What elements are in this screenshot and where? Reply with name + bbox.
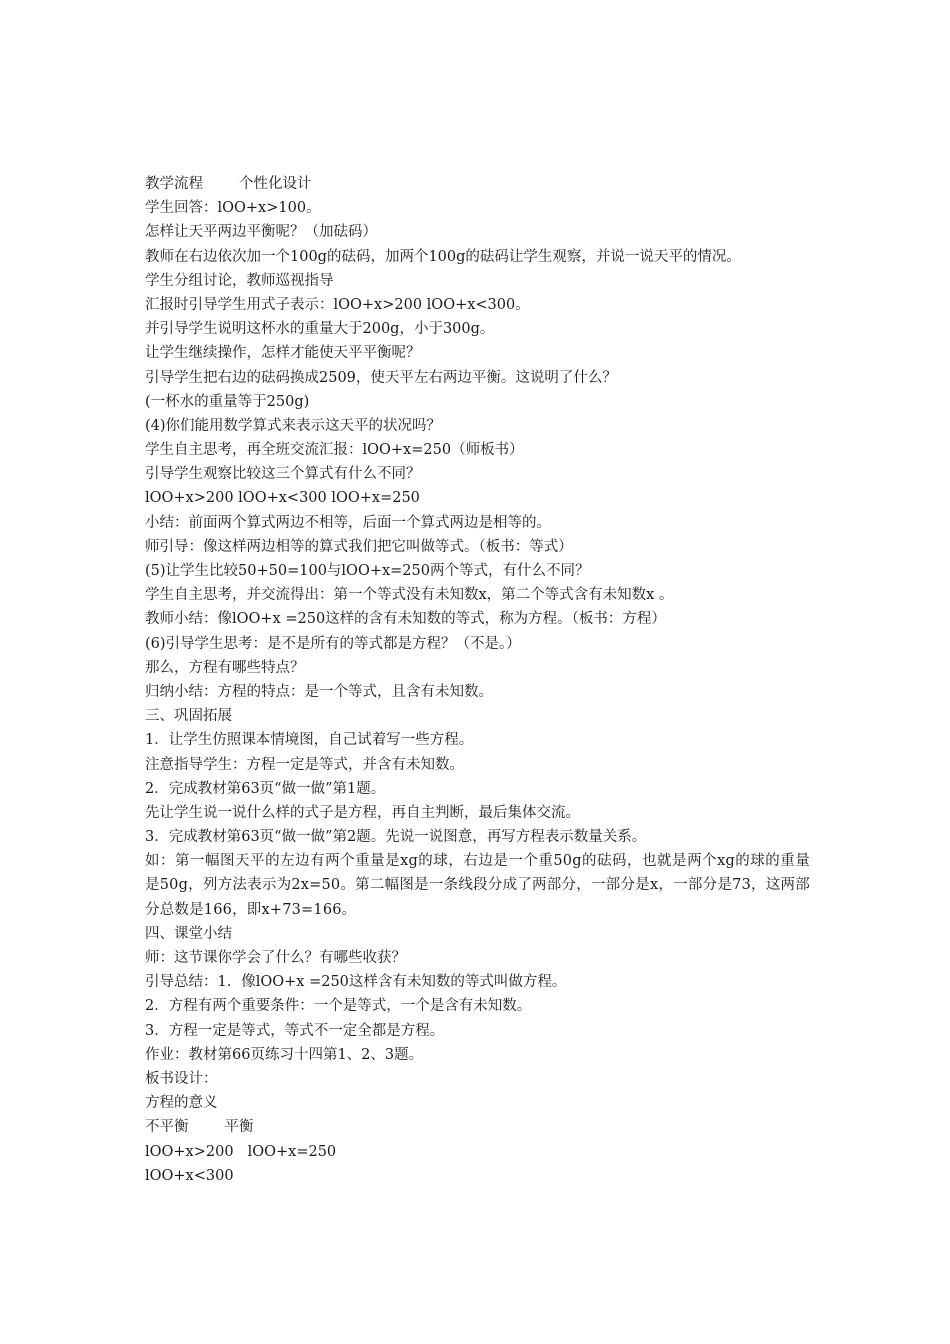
board-row: [145, 1140, 810, 1164]
text-line: 1．让学生仿照课本情境图，自己试着写一些方程。: [145, 732, 474, 749]
text-line: 3．完成教材第63页“做一做”第2题。先说一说图意，再写方程表示数量关系。: [145, 829, 647, 846]
text-line: 引导学生把右边的砝码换成2509，使天平左右两边平衡。这说明了什么？: [145, 369, 617, 386]
equation-line: lOO+x>200 lOO+x<300 lOO+x=250: [145, 490, 420, 507]
section-heading: 三、巩固拓展: [145, 708, 232, 725]
text-line: (5)让学生比较50+50=100与lOO+x=250两个等式，有什么不同？: [145, 563, 590, 579]
text-line: 2．方程有两个重要条件：一个是等式，一个是含有未知数。: [145, 998, 532, 1015]
text-line: 学生回答：lOO+x>100。: [145, 200, 321, 217]
text-line: 并引导学生说明这杯水的重量大于200g，小于300g。: [145, 321, 495, 338]
board-equation: lOO+x>200: [145, 1143, 234, 1160]
text-line: 方程的意义: [145, 1095, 218, 1112]
text-line: 学生自主思考，再全班交流汇报：lOO+x=250（师板书）: [145, 442, 524, 459]
text-line: (一杯水的重量等于250g): [145, 393, 310, 410]
text-line: 教师在右边依次加一个100g的砝码，加两个100g的砝码让学生观察，并说一说天平的情况。: [145, 248, 741, 265]
board-row: [145, 1164, 810, 1188]
text-line: 教师小结：像lOO+x =250这样的含有未知数的等式，称为方程。（板书：方程）: [145, 611, 666, 628]
text-line: 3．方程一定是等式，等式不一定全都是方程。: [145, 1022, 445, 1039]
document-page: [145, 172, 810, 1188]
text-line: 先让学生说一说什么样的式子是方程，再自主判断，最后集体交流。: [145, 804, 580, 821]
text-line: 2．完成教材第63页“做一做”第1题。: [145, 780, 386, 797]
text-line: 师引导：像这样两边相等的算式我们把它叫做等式。（板书：等式）: [145, 538, 573, 555]
text-line: 师：这节课你学会了什么？有哪些收获？: [145, 950, 406, 967]
header-col-flow: 教学流程: [145, 176, 203, 192]
text-line: 小结：前面两个算式两边不相等，后面一个算式两边是相等的。: [145, 514, 551, 531]
text-line: 板书设计：: [145, 1070, 218, 1087]
text-line: 让学生继续操作，怎样才能使天平平衡呢？: [145, 345, 421, 362]
text-line: 作业：教材第66页练习十四第1、2、3题。: [145, 1046, 424, 1063]
board-equation: lOO+x=250: [247, 1143, 337, 1160]
board-header: [145, 1115, 810, 1139]
board-col-unbalanced: 不平衡: [145, 1119, 189, 1136]
board-col-balanced: 平衡: [224, 1119, 254, 1136]
text-line: 引导学生观察比较这三个算式有什么不同？: [145, 466, 421, 483]
text-line: (4)你们能用数学算式来表示这天平的状况吗？: [145, 417, 442, 434]
text-line: 学生自主思考，并交流得出：第一个等式没有未知数x，第二个等式含有未知数x 。: [145, 587, 674, 604]
text-line: 学生分组讨论，教师巡视指导: [145, 272, 334, 289]
text-line: 引导总结：1．像lOO+x =250这样含有未知数的等式叫做方程。: [145, 974, 567, 991]
text-line: 怎样让天平两边平衡呢？（加砝码）: [145, 224, 377, 241]
example-paragraph: 如：第一幅图天平的左边有两个重量是xg的球，右边是一个重50g的砝码，也就是两个xg的球的重量是50g，列方法表示为2x=50。第二幅图是一条线段分成了两部分，一部分是x，一部分是73，这两部分总数是166，即x+73=166。: [145, 853, 810, 918]
board-equation: lOO+x<300: [145, 1167, 234, 1184]
text-line: 归纳小结：方程的特点：是一个等式，且含有未知数。: [145, 683, 493, 700]
text-line: 那么，方程有哪些特点？: [145, 659, 305, 676]
text-line: 汇报时引导学生用式子表示：lOO+x>200 lOO+x<300。: [145, 296, 530, 313]
section-heading: 四、课堂小结: [145, 925, 232, 942]
text-line: 注意指导学生：方程一定是等式，并含有未知数。: [145, 756, 464, 773]
text-line: (6)引导学生思考：是不是所有的等式都是方程？（不是。）: [145, 635, 521, 652]
table-header: [145, 172, 810, 196]
header-col-design: 个性化设计: [239, 176, 312, 192]
